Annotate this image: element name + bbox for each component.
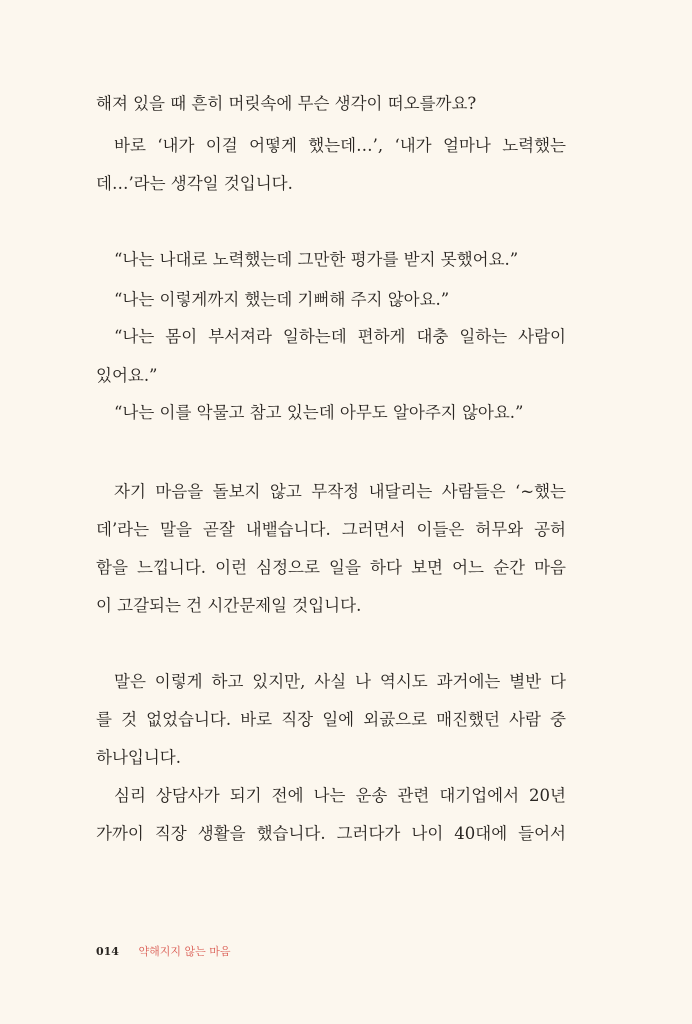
- page-number: 014: [96, 945, 119, 958]
- text-line: 해져 있을 때 흔히 머릿속에 무슨 생각이 떠오를까요?: [96, 94, 477, 113]
- text-line: 심리 상담사가 되기 전에 나는 운송 관련 대기업에서 20년: [114, 786, 566, 805]
- text-line: 말은 이렇게 하고 있지만, 사실 나 역시도 과거에는 별반 다: [114, 672, 566, 691]
- quote-line: “나는 이렇게까지 했는데 기뻐해 주지 않아요.”: [114, 290, 450, 309]
- text-line: 함을 느낍니다. 이런 심정으로 일을 하다 보면 어느 순간 마음: [96, 558, 566, 577]
- quote-line: 있어요.”: [96, 366, 158, 385]
- page-footer: [96, 944, 230, 960]
- text-line: 를 것 없었습니다. 바로 직장 일에 외곬으로 매진했던 사람 중: [96, 710, 566, 729]
- text-line: 데…’라는 생각일 것입니다.: [96, 174, 293, 193]
- quote-line: “나는 이를 악물고 참고 있는데 아무도 알아주지 않아요.”: [114, 403, 524, 422]
- text-line: 자기 마음을 돌보지 않고 무작정 내달리는 사람들은 ‘~했는: [114, 482, 566, 501]
- text-line: 가까이 직장 생활을 했습니다. 그러다가 나이 40대에 들어서: [96, 824, 566, 843]
- text-line: 이 고갈되는 건 시간문제일 것입니다.: [96, 596, 362, 615]
- running-title: 약해지지 않는 마음: [138, 945, 231, 958]
- text-line: 바로 ‘내가 이걸 어떻게 했는데…’, ‘내가 얼마나 노력했는: [114, 136, 566, 155]
- text-line: 하나입니다.: [96, 748, 181, 767]
- text-line: 데’라는 말을 곧잘 내뱉습니다. 그러면서 이들은 허무와 공허: [96, 520, 566, 539]
- quote-line: “나는 나대로 노력했는데 그만한 평가를 받지 못했어요.”: [114, 250, 519, 269]
- quote-line: “나는 몸이 부서져라 일하는데 편하게 대충 일하는 사람이: [114, 327, 566, 346]
